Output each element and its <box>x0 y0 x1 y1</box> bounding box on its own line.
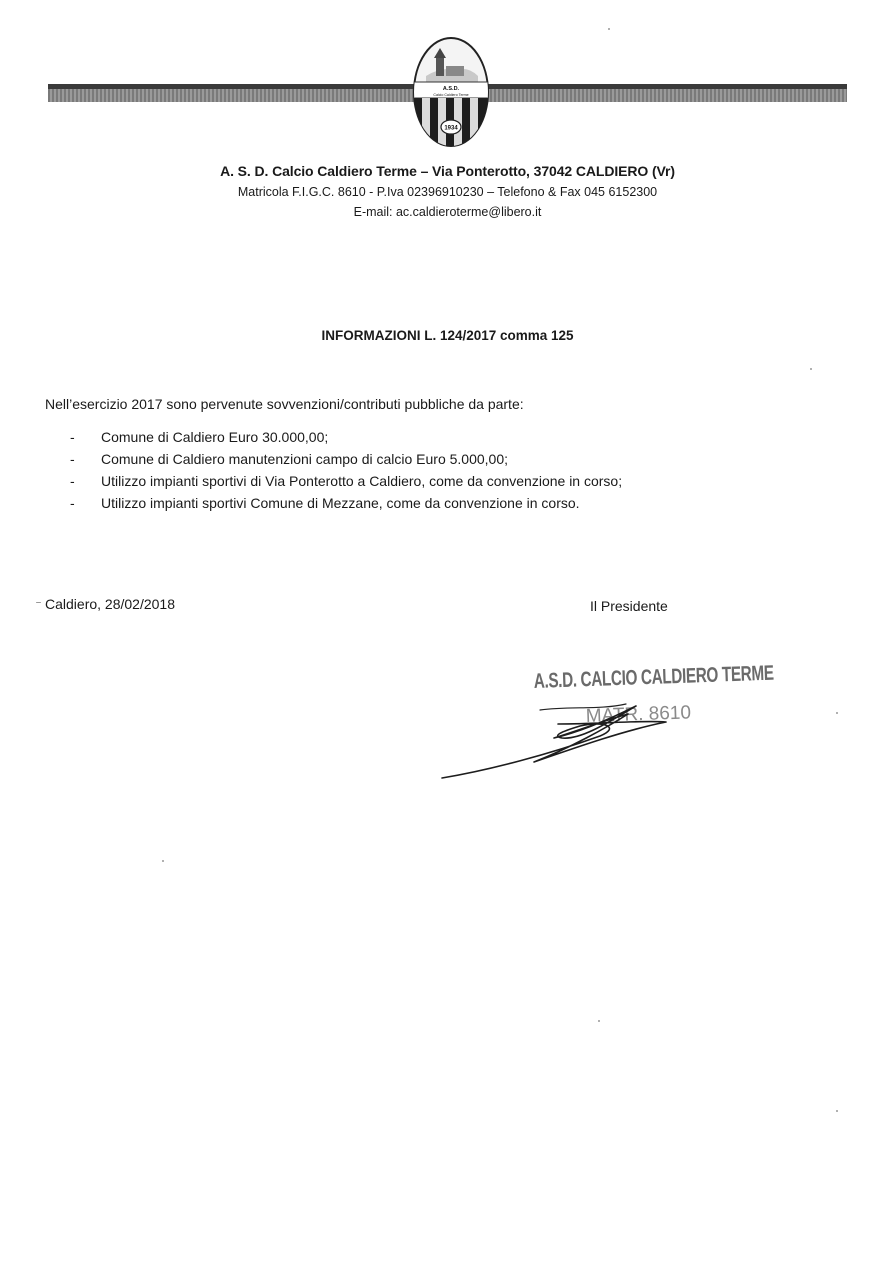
list-bullet: - <box>70 495 75 511</box>
scan-speck <box>36 602 41 603</box>
letterhead-bar-left <box>48 84 414 102</box>
list-item <box>70 472 622 494</box>
crest-caption: Calcio Caldiero Terme <box>433 93 469 97</box>
list-bullet: - <box>70 429 75 445</box>
list-item <box>70 494 622 516</box>
crest-abbreviation: A.S.D. <box>442 86 460 92</box>
document-heading: INFORMAZIONI L. 124/2017 comma 125 <box>321 328 574 343</box>
scan-speck <box>836 1110 838 1112</box>
intro-paragraph: Nell’esercizio 2017 sono pervenute sovvenzioni/contributi pubbliche da parte: <box>45 396 524 412</box>
email-info: E-mail: ac.caldieroterme@libero.it <box>353 205 542 219</box>
stamp-registration: MATR. 8610 <box>585 702 692 727</box>
scan-speck <box>598 1020 600 1022</box>
letterhead-bar-right <box>486 84 847 102</box>
stamp-club-name: A.S.D. CALCIO CALDIERO TERME <box>533 658 863 693</box>
list-item-text: Utilizzo impianti sportivi di Via Ponterotto a Caldiero, come da convenzione in corso; <box>101 473 623 489</box>
subsidies-list <box>70 428 622 516</box>
scan-speck <box>608 28 610 30</box>
crest-year: 1934 <box>444 125 458 132</box>
list-item-text: Comune di Caldiero Euro 30.000,00; <box>101 429 329 445</box>
place-and-date: Caldiero, 28/02/2018 <box>45 596 175 612</box>
scan-speck <box>810 368 812 370</box>
list-item <box>70 450 622 472</box>
organization-name: A. S. D. Calcio Caldiero Terme – Via Ponterotto, 37042 CALDIERO (Vr) <box>220 163 675 179</box>
official-stamp-and-signature <box>430 650 863 790</box>
scan-speck <box>162 860 164 862</box>
list-item <box>70 428 622 450</box>
signer-title: Il Presidente <box>590 598 668 614</box>
registry-info: Matricola F.I.G.C. 8610 - P.Iva 02396910230 – Telefono & Fax 045 6152300 <box>237 185 658 199</box>
scan-speck <box>836 712 838 714</box>
list-item-text: Utilizzo impianti sportivi Comune di Mezzane, come da convenzione in corso. <box>101 495 580 511</box>
list-bullet: - <box>70 451 75 467</box>
club-crest-logo <box>412 36 490 148</box>
list-bullet: - <box>70 473 75 489</box>
list-item-text: Comune di Caldiero manutenzioni campo di calcio Euro 5.000,00; <box>101 451 509 467</box>
